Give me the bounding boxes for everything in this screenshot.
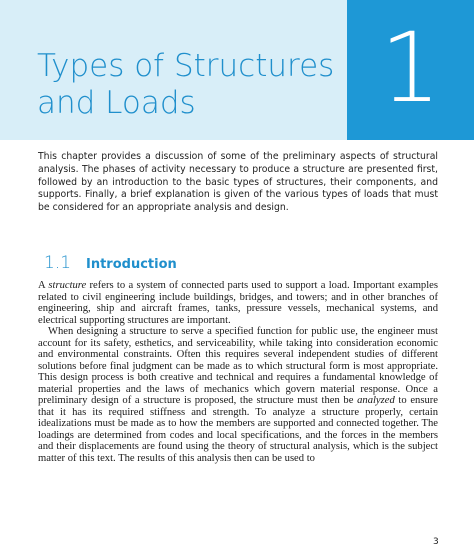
chapter-title <box>37 48 337 122</box>
paragraph-1-text-b: refers to a system of connected parts used to support a load. Important examples related to civil engineering include buildings, bridges, and towers; and in other branches of engineering, ship and aircraft frames, tanks, pressure vessels, mechanical systems, and electrical supporting structures are important. <box>38 280 439 326</box>
chapter-header-band <box>0 0 347 140</box>
paragraph-1 <box>38 280 438 326</box>
page-number: 3 <box>433 537 439 547</box>
paragraph-2 <box>38 326 438 464</box>
chapter-abstract: This chapter provides a discussion of some of the preliminary aspects of structural analysis. The phases of activity necessary to produce a structure are presented first, followed by an introduction to the basic types of structures, their components, and supports. Finally, a brief explanation is given of the various types of loads that must be considered for an appropriate analysis and design. <box>38 151 438 214</box>
paragraph-2-emphasis: analyzed <box>357 395 395 406</box>
paragraph-1-emphasis: structure <box>48 280 87 291</box>
chapter-number: 1 <box>379 12 442 124</box>
paragraph-2-text-b: to ensure that it has its required stiffness and strength. To analyze a structure properly, certain idealizations must be made as to how the members are supported and connected together. The loadings are determined from codes and local specifications, and the forces in the members and their displacements are found using the theory of structural analysis, which is the subject matter of this text. The results of this analysis then can be used to <box>38 395 438 464</box>
section-number: 1.1 <box>44 253 72 273</box>
paragraph-1-text-a: A <box>38 280 49 291</box>
chapter-number-box <box>347 0 474 140</box>
section-heading <box>44 253 434 273</box>
section-body <box>38 280 438 464</box>
paragraph-2-text-a: When designing a structure to serve a specified function for public use, the engineer must account for its safety, esthetics, and serviceability, while taking into consideration economic and environmental constraints. Often this requires several independent studies of different solutions before final judgment can be made as to which structural form is most appropriate. This design process is both creative and technical and requires a fundamental knowledge of material properties and the laws of mechanics which govern material response. Once a preliminary design of a structure is proposed, the structure must then be <box>38 326 438 406</box>
chapter-title-line1: Types of Structures <box>37 48 335 84</box>
section-title: Introduction <box>86 257 177 272</box>
chapter-title-line2: and Loads <box>37 85 196 121</box>
